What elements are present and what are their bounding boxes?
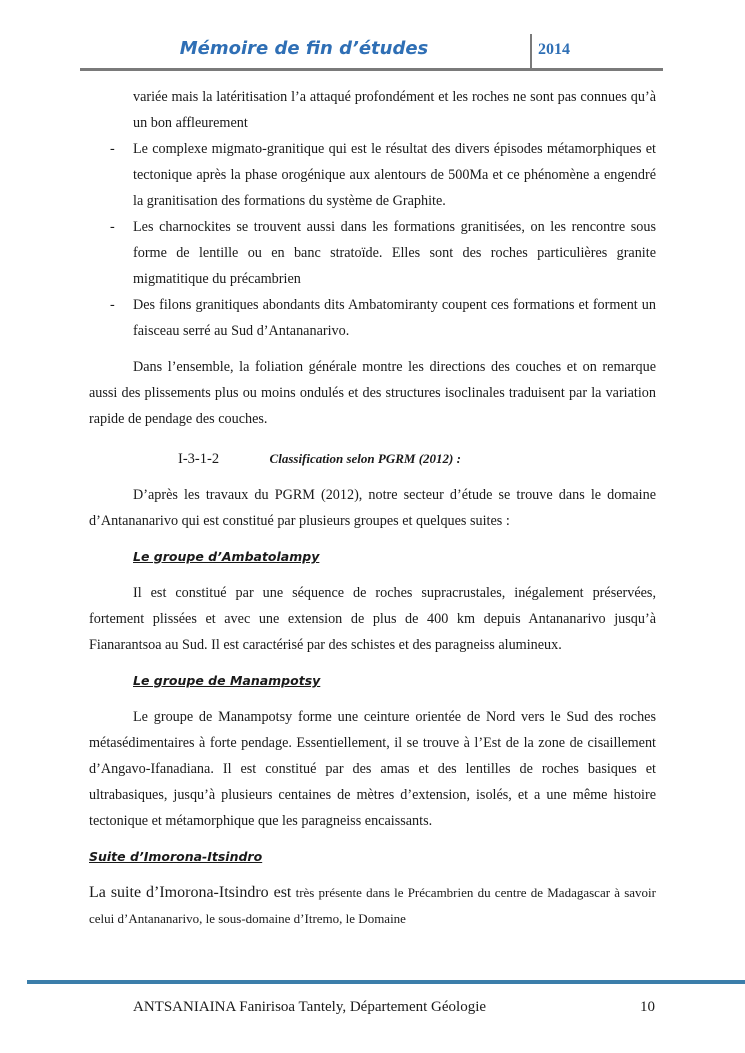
paragraph-imorona-itsindro	[89, 880, 656, 932]
list-item	[89, 136, 656, 214]
bullet-dash: -	[110, 297, 115, 313]
continued-bullet-text: variée mais la latéritisation l’a attaqué profondément et les roches ne sont pas connues qu’à un bon affleurement	[133, 89, 656, 131]
header-title: Mémoire de fin d’études	[179, 38, 429, 59]
list-item	[89, 214, 656, 292]
bullet-dash: -	[110, 219, 115, 235]
paragraph-ambatolampy: Il est constitué par une séquence de roches supracrustales, inégalement préservées, fortement plissées et avec une extension de plus de 400 km depuis Antananarivo jusqu’à Fianarantsoa au Sud. Il est caractérisé par des schistes et des paragneiss alumineux.	[89, 585, 656, 653]
paragraph-rest: très présente dans le Précambrien du centre de Madagascar à savoir celui d’Antananarivo, le sous-domaine d’Itremo, le Domaine	[89, 885, 656, 926]
page-number: 10	[640, 999, 655, 1015]
footer-rule	[27, 980, 745, 984]
footer-author: ANTSANIAINA Fanirisoa Tantely, Département Géologie	[133, 999, 487, 1015]
bullet-dash: -	[110, 141, 115, 157]
list-item-text: Les charnockites se trouvent aussi dans les formations granitisées, on les rencontre sous forme de lentille ou en banc stratoïde. Elles sont des roches particulières granite migmatitique du précambrien	[133, 219, 656, 287]
header-year: 2014	[538, 41, 570, 58]
section-heading	[89, 446, 656, 472]
subheading-manampotsy: Le groupe de Manampotsy	[133, 673, 321, 688]
list-item-text: Des filons granitiques abondants dits Ambatomiranty coupent ces formations et forment un faisceau serré au Sud d’Antananarivo.	[133, 297, 656, 339]
paragraph-lead: La suite d’Imorona-Itsindro est	[89, 884, 292, 901]
paragraph-foliation: Dans l’ensemble, la foliation générale montre les directions des couches et on remarque aussi des plissements plus ou moins ondulés et des structures isoclinales traduisent par la variation rapide de pendage des couches.	[89, 359, 656, 427]
section-number: I-3-1-2	[178, 451, 220, 467]
paragraph-pgrm: D’après les travaux du PGRM (2012), notre secteur d’étude se trouve dans le domaine d’Antananarivo qui est constitué par plusieurs groupes et quelques suites :	[89, 487, 656, 529]
page-body	[89, 84, 656, 932]
list-item	[89, 292, 656, 344]
subheading-ambatolampy: Le groupe d’Ambatolampy	[133, 549, 320, 564]
header-divider	[530, 34, 532, 70]
subheading-imorona-itsindro: Suite d’Imorona-Itsindro	[89, 849, 263, 864]
header-rule	[80, 68, 663, 71]
section-title: Classification selon PGRM (2012) :	[269, 451, 461, 466]
list-item-text: Le complexe migmato-granitique qui est le résultat des divers épisodes métamorphiques et tectonique après la phase orogénique aux alentours de 500Ma et ce phénomène a engendré la granitisation des formations du système de Graphite.	[133, 141, 656, 209]
paragraph-manampotsy: Le groupe de Manampotsy forme une ceinture orientée de Nord vers le Sud des roches métasédimentaires à forte pendage. Essentiellement, il se trouve à l’Est de la zone de cisaillement d’Angavo-Ifanadiana. Il est constitué par des amas et des lentilles de roches basiques et ultrabasiques, jusqu’à plusieurs centaines de mètres d’extension, isolés, et a une même histoire tectonique et métamorphique que les paragneiss encaissants.	[89, 709, 656, 829]
